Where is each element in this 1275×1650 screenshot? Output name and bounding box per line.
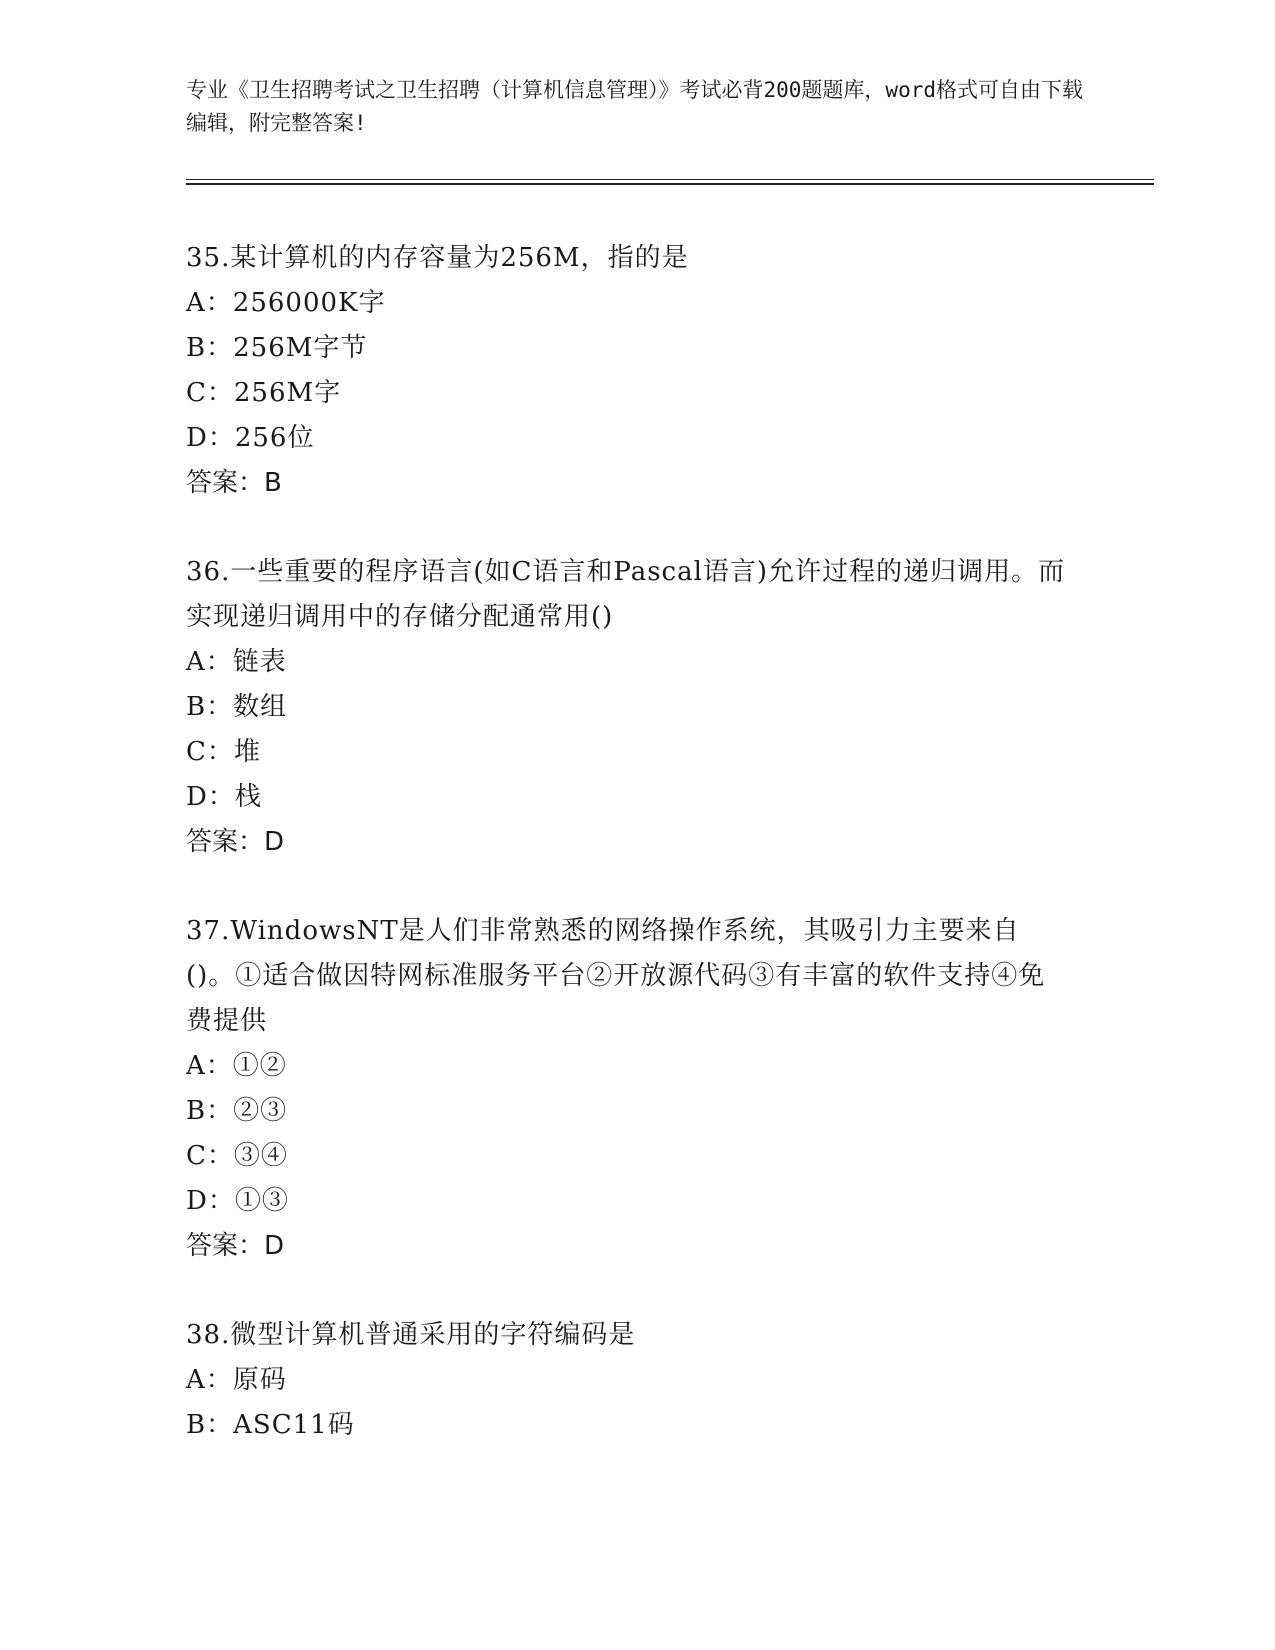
option-b: B：②③ <box>186 1096 288 1126</box>
option-c: C：③④ <box>186 1141 288 1171</box>
question-35 <box>186 236 1066 506</box>
option-c: C：堆 <box>186 737 261 767</box>
question-38 <box>186 1313 1066 1448</box>
option-a: A：链表 <box>186 647 287 677</box>
header-divider-top <box>186 179 1154 180</box>
option-d: D：栈 <box>186 782 262 812</box>
answer-label: 答案：D <box>186 827 285 857</box>
option-a: A：原码 <box>186 1365 287 1395</box>
question-37 <box>186 909 1066 1269</box>
document-header: 专业《卫生招聘考试之卫生招聘（计算机信息管理）》考试必背200题题库，word格式可自由下载编辑，附完整答案! <box>186 78 1083 135</box>
answer-label: 答案：B <box>186 468 282 498</box>
option-b: B：ASC11码 <box>186 1410 355 1440</box>
question-stem: 36.一些重要的程序语言(如C语言和Pascal语言)允许过程的递归调用。而实现递归调用中的存储分配通常用() <box>186 557 1066 632</box>
question-36 <box>186 550 1066 865</box>
question-stem: 35.某计算机的内存容量为256M，指的是 <box>186 243 689 273</box>
header-divider-bottom <box>186 183 1154 185</box>
option-c: C：256M字 <box>186 378 342 408</box>
option-b: B：256M字节 <box>186 333 368 363</box>
question-list <box>186 236 1066 1492</box>
answer-label: 答案：D <box>186 1231 285 1261</box>
option-b: B：数组 <box>186 692 288 722</box>
option-a: A：256000K字 <box>186 288 386 318</box>
option-d: D：256位 <box>186 423 315 453</box>
question-stem: 38.微型计算机普通采用的字符编码是 <box>186 1320 636 1350</box>
option-d: D：①③ <box>186 1186 289 1216</box>
option-a: A：①② <box>186 1051 287 1081</box>
question-stem: 37.WindowsNT是人们非常熟悉的网络操作系统，其吸引力主要来自()。①适合做因特网标准服务平台②开放源代码③有丰富的软件支持④免费提供 <box>186 916 1046 1036</box>
